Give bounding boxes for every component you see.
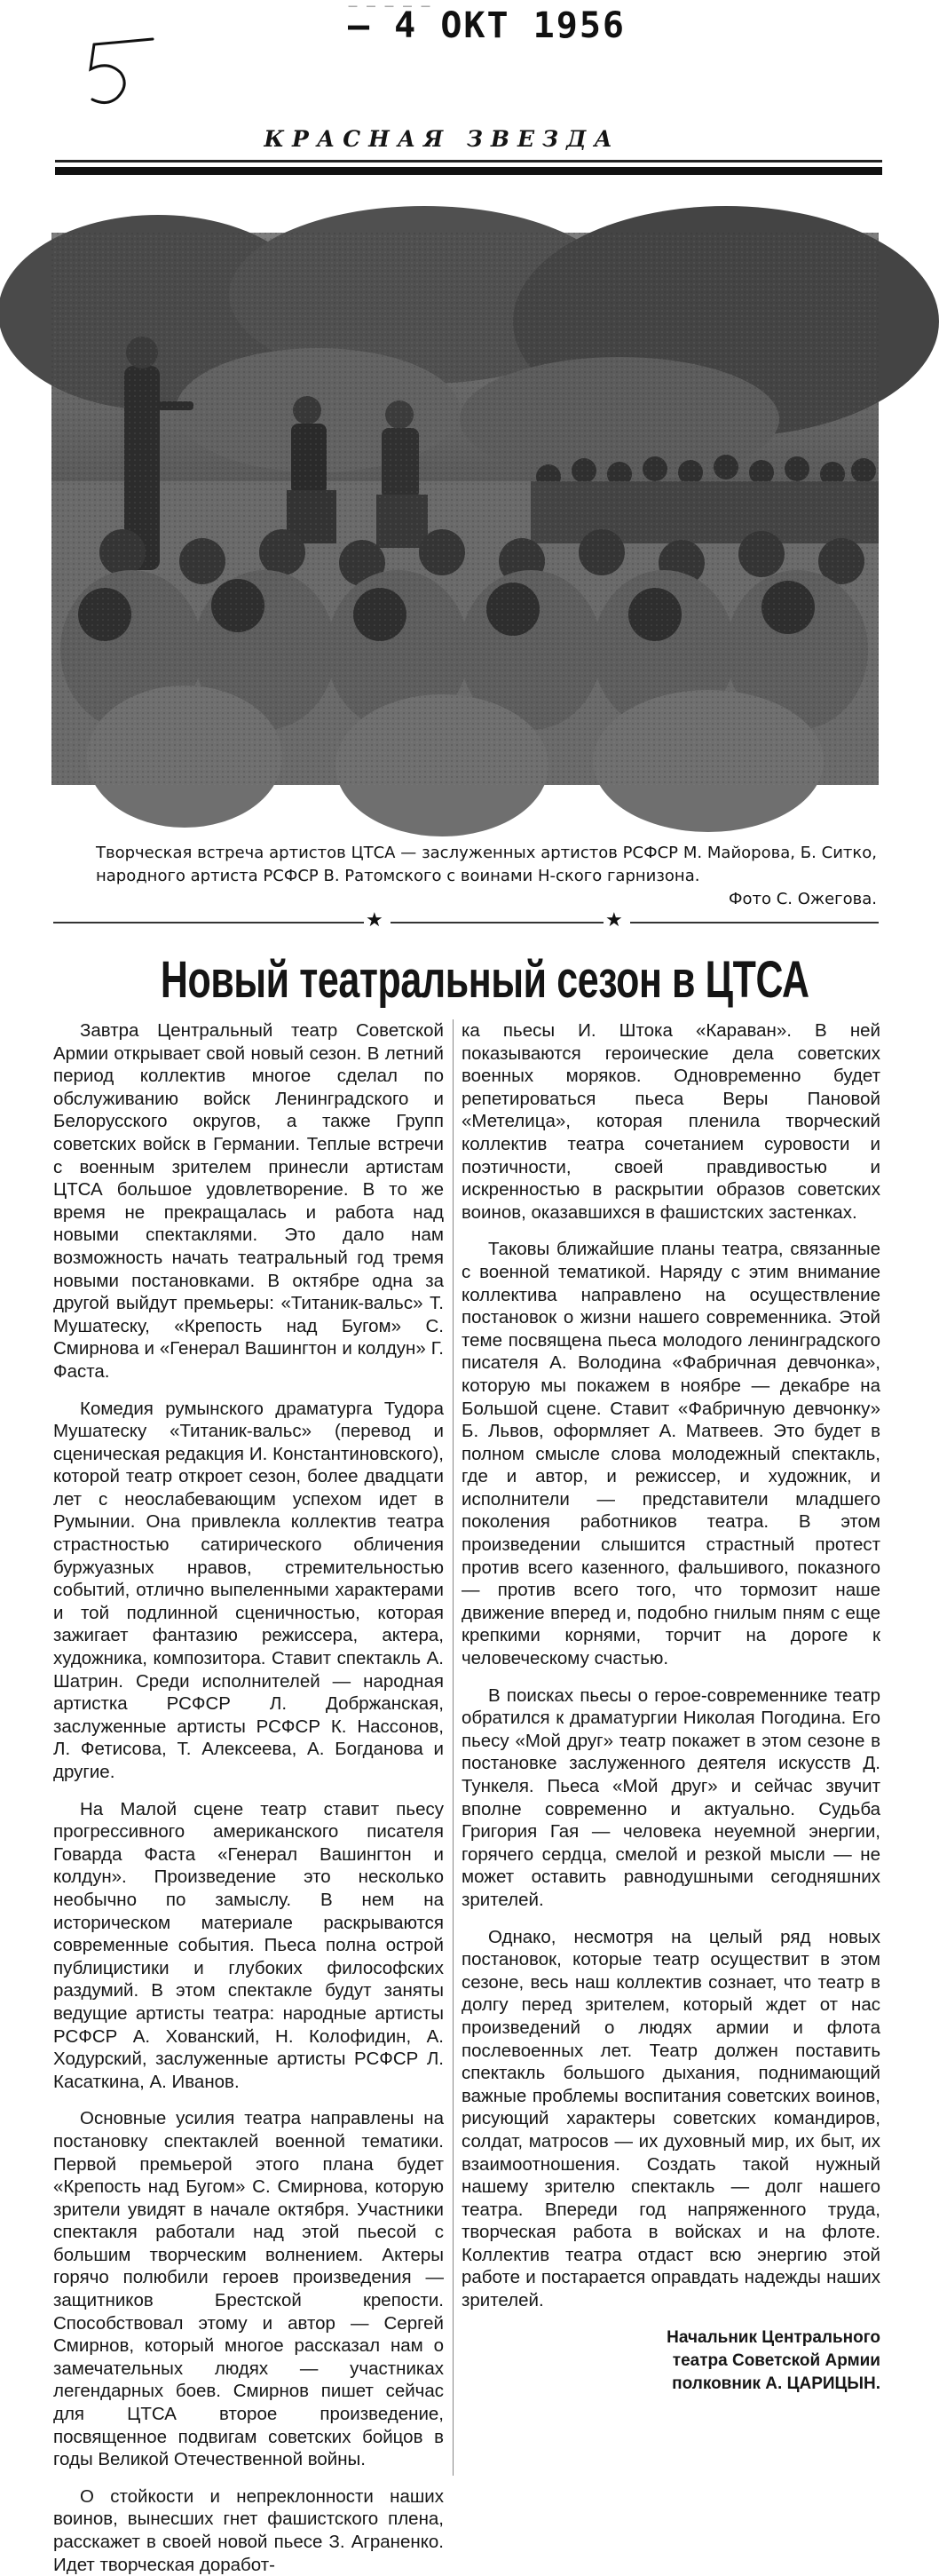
article-paragraph: Основные усилия театра направлены на постановку спектаклей военной тематики. Первой премьерой этого плана будет «Крепость над Бугом» С. Смирнова, которую зрители увидят в начале октября. Участники спектакля работали над этой пьесой с большим творческим волнением. Актеры горячо полюбили героев произведения — защитников Брестской крепости. Способствовал этому и автор — Сергей Смирнов, который многое рассказал нам о замечательных людях — участниках легендарных боев. Смирнов пишет сейчас для ЦТСА второе произведение, посвященное подвигам советских бойцов в годы Великой Отечественной войны. bbox=[53, 2108, 444, 2470]
signature-line: Начальник Центрального bbox=[667, 2327, 880, 2347]
signature-line: театра Советской Армии bbox=[672, 2350, 880, 2370]
author-signature bbox=[462, 2326, 880, 2396]
handwritten-number bbox=[82, 34, 162, 114]
article-paragraph: Завтра Центральный театр Советской Армии открывает свой новый сезон. В летний период коллектив многое сделал по обслуживанию войск Ленинградского и Белорусского округов, а также Групп советских войск в Германии. Теплые встречи с военным зрителем принесли артистам ЦТСА большое удовлетворение. В то же время не прекращалась и работа над новыми спектаклями. Это дало нам возможность начать театральный год тремя новыми постановками. В октябре одна за другой выйдут премьеры: «Титаник-вальс» Т. Мушатеску, «Крепость над Бугом» С. Смирнова и «Генерал Вашингтон и колдун» Г. Фаста. bbox=[53, 1020, 444, 1382]
article-paragraph: Однако, несмотря на целый ряд новых постановок, которые театр осуществит в этом сезоне, весь наш коллектив сознает, что театр в долгу перед зрителем, который ждет от нас произведений о людях армии и флота послевоенных лет. Театр должен поставить спектакль большого дыхания, поднимающий важные проблемы воспитания советских воинов, рисующий характеры советских командиров, солдат, матросов — их духовный мир, их быт, их взаимоотношения. Создать такой нужный нашему зрителю спектакль — долг нашего театра. Впереди год напряженного труда, творческая работа в войсках и на флоте. Коллектив театра отдаст всю энергию этой работе и постарается оправдать надежды наших зрителей. bbox=[462, 1926, 880, 2311]
photo-caption-text: Творческая встреча артистов ЦТСА — заслуженных артистов РСФСР М. Майорова, Б. Ситко, народного артиста РСФСР В. Ратомского с воинами Н-ского гарнизона. bbox=[96, 844, 877, 885]
star-icon: ★ bbox=[366, 909, 383, 931]
star-icon: ★ bbox=[605, 909, 623, 931]
newspaper-masthead: КРАСНАЯ ЗВЕЗДА bbox=[264, 126, 620, 152]
article-headline: Новый театральный сезон в ЦТСА bbox=[160, 951, 809, 1009]
article-paragraph: На Малой сцене театр ставит пьесу прогрессивного американского писателя Говарда Фаста «Генерал Вашингтон и колдун». Произведение это несколько необычно по замыслу. В нем на историческом материале раскрываются современные события. Пьеса полна острой публицистики и глубоких философских раздумий. В этом спектакле будут заняты ведущие артисты театра: народные артисты РСФСР А. Хованский, Н. Колофидин, А. Ходурский, заслуженные артисты РСФСР Л. Касаткина, А. Иванов. bbox=[53, 1798, 444, 2092]
stamp-header-mark: — — — — — bbox=[348, 0, 433, 12]
date-stamp-dash: — bbox=[348, 5, 395, 46]
article-paragraph: Таковы ближайшие планы театра, связанные с военной тематикой. Наряду с этим внимание коллектива направлено на осуществление постановок о жизни нашего современника. Этой теме посвящена пьеса молодого ленинградского писателя А. Володина «Фабричная девчонка», которую мы покажем в ноябре — декабре на Большой сцене. Ставит «Фабричную девчонку» Б. Львов, оформляет А. Матвеев. Это будет в полном смысле слова молодежный спектакль, где и автор, и режиссер, и художник, и исполнители — представители младшего поколения работников театра. В этом произведении слышится страстный протест против всего казенного, фальшивого, показного — против всего того, что тормозит наше движение вперед и, подобно гнилым пням с еще крепкими корнями, торчит на дороге к человеческому счастью. bbox=[462, 1239, 880, 1669]
separator-left bbox=[53, 922, 364, 923]
handwritten-number-glyph bbox=[82, 34, 162, 114]
separator-right bbox=[630, 922, 879, 923]
separator-middle bbox=[391, 922, 604, 923]
masthead-rule-thick bbox=[55, 167, 882, 175]
article-column-right bbox=[462, 1019, 880, 2467]
article-column-left bbox=[53, 1019, 444, 2575]
article-paragraph: ка пьесы И. Штока «Караван». В ней показываются героические дела советских военных моряков. Одновременно будет репетироваться пьеса Веры Пановой «Метелица», которая пленила творческий коллектив театра сочетанием суровости и поэтичности, своей правдивостью и искренностью в раскрытии образов советских воинов, оказавшихся в фашистских застенках. bbox=[462, 1020, 880, 1223]
signature-line: полковник А. ЦАРИЦЫН. bbox=[672, 2374, 880, 2393]
article-paragraph: В поисках пьесы о герое-современнике театр обратился к драматургии Николая Погодина. Его пьесу «Мой друг» театр покажет в этом сезоне в постановке заслуженного деятеля искусств Д. Тункеля. Пьеса «Мой друг» и сейчас звучит вполне современно и актуально. Судьба Григория Гая — человека неуемной энергии, горячего сердца, смелой и резкой мысли — не может оставить равнодушными сегодняшних зрителей. bbox=[462, 1684, 880, 1910]
article-paragraph: Комедия румынского драматурга Тудора Мушатеску «Титаник-вальс» (перевод и сценическая редакция И. Константиновского), которой театр откроет сезон, более двадцати лет с неослабевающим успехом идет в Румынии. Она привлекла коллектив театра страстностью сатирического обличения буржуазных нравов, стремительностью событий, отлично выпеленными характерами и той подлинной сценичностью, которая зажигает фантазию режиссера, актера, художника, композитора. Ставит спектакль А. Шатрин. Среди исполнителей — народная артистка РСФСР Л. Добржанская, заслуженные артисты РСФСР К. Нассонов, Л. Фетисова, Т. Алексеева, А. Богданова и другие. bbox=[53, 1398, 444, 1782]
article-photo bbox=[51, 233, 879, 785]
photo-credit: Фото С. Ожегова. bbox=[728, 890, 877, 908]
article-paragraph: О стойкости и непреклонности наших воинов, вынесших гнет фашистского плена, расскажет в своей новой пьесе З. Аграненко. Идет творческая доработ- bbox=[53, 2485, 444, 2575]
photo-caption bbox=[96, 842, 877, 911]
date-stamp bbox=[348, 5, 626, 46]
masthead-rule-thin bbox=[55, 160, 882, 162]
date-stamp-text: 4 ОКТ 1956 bbox=[394, 5, 626, 46]
photo-icon bbox=[51, 233, 879, 785]
column-divider bbox=[453, 1019, 454, 2476]
